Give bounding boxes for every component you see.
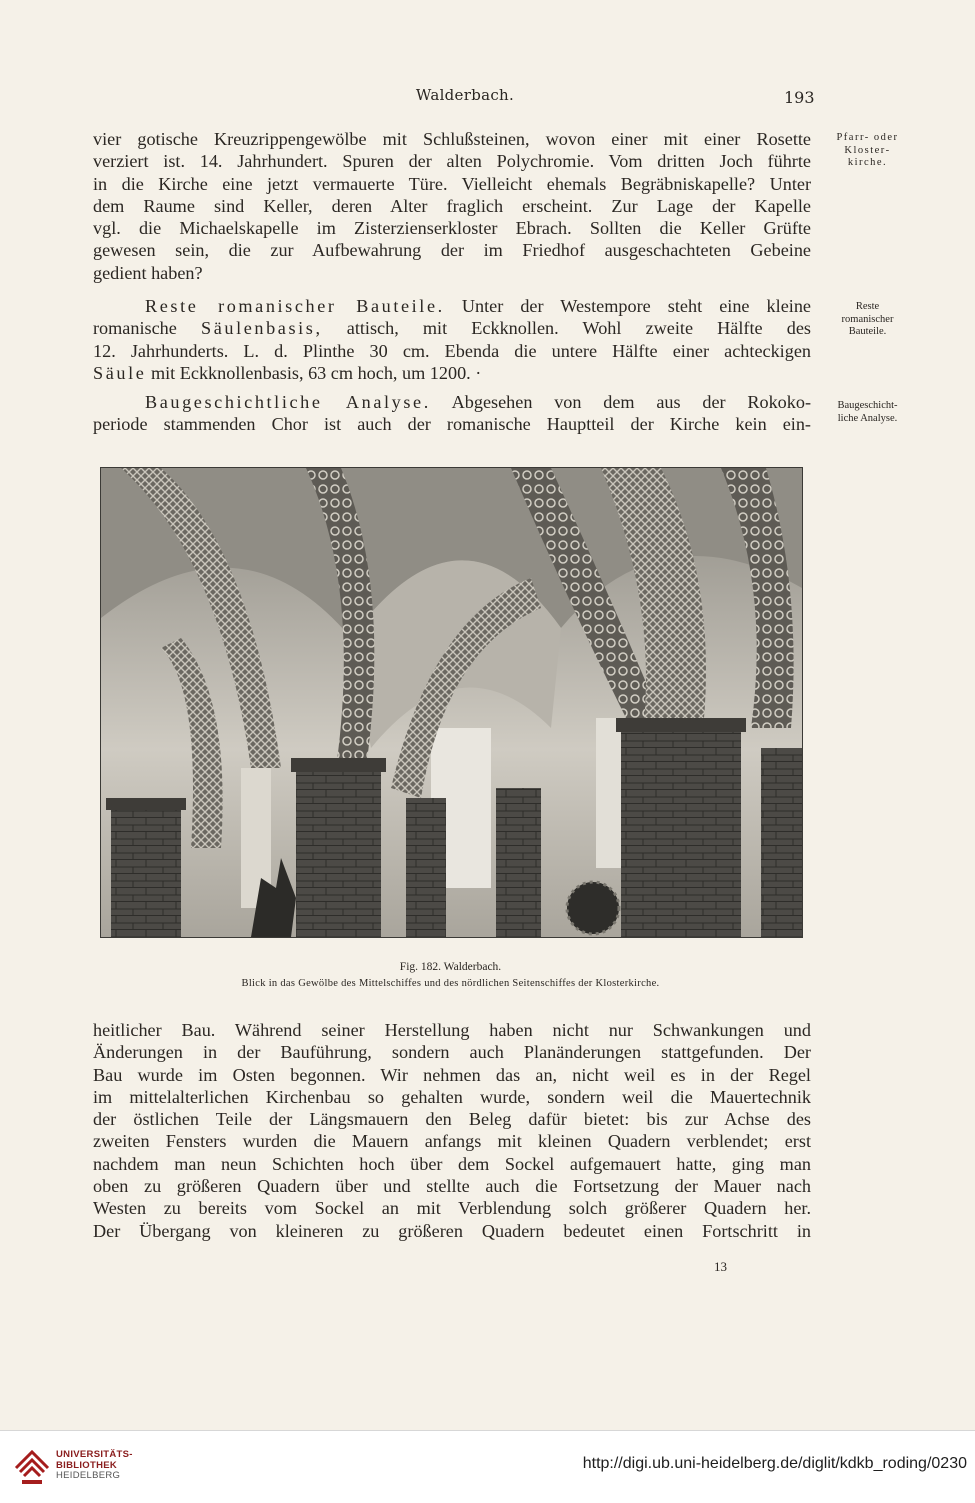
text-line: in die Kirche eine jetzt vermauerte Türe. Vielleicht ehemals Begräbniskapelle? Unter [93, 173, 811, 194]
text-line: Änderungen in der Bauführung, sondern auch Planänderungen stattgefunden. Der [93, 1042, 811, 1063]
paragraph-analyse [93, 391, 811, 436]
library-footer [0, 1430, 975, 1503]
text-line: im mittelalterlichen Kirchenbau so gehalten wurde, sondern weil die Mauertechnik [93, 1086, 811, 1107]
text-line: verziert ist. 14. Jahrhundert. Spuren der alten Polychromie. Vom dritten Joch führte [93, 151, 811, 172]
permalink-url[interactable]: http://digi.ub.uni-heidelberg.de/diglit/kdkb_roding/0230 [582, 1455, 967, 1472]
margin-note-line: Bauteile. [848, 326, 887, 337]
margin-note-line: Baugeschicht- [837, 400, 898, 411]
margin-note-line: liche Analyse. [837, 412, 898, 424]
text-line: Westen zu bereits vom Sockel an mit Verblendung solch größerer Quadern her. [93, 1198, 811, 1219]
figure-vault-photograph [100, 467, 803, 938]
emphasized-term: Säule [93, 362, 147, 383]
running-title: Walderbach. [415, 86, 515, 104]
section-heading: Baugeschichtliche Analyse. [145, 392, 431, 412]
paragraph-bottom [93, 1019, 811, 1242]
text-line [93, 295, 811, 317]
text-fragment: Abgesehen von dem aus der Rokoko- [451, 392, 811, 412]
figure-description: Blick in das Gewölbe des Mittelschiffes und des nördlichen Seitenschiffes der Klosterkirche. [241, 978, 660, 989]
text-line: gewesen sein, die zur Aufbewahrung der im Friedhof ausgeschachteten Gebeine [93, 240, 811, 261]
page-number: 193 [784, 88, 815, 107]
library-name [56, 1450, 133, 1482]
text-line: zweiten Fensters wurden die Mauern anfangs mit kleinen Quadern verblendet; erst [93, 1131, 811, 1152]
margin-note-pfarrkirche [820, 132, 915, 170]
library-name-line: BIBLIOTHEK [56, 1459, 118, 1471]
margin-note-line: Reste [855, 301, 880, 312]
text-line: periode stammenden Chor ist auch der romanische Hauptteil der Kirche kein ein- [93, 414, 811, 435]
text-line: Der Übergang von kleineren zu größeren Quadern bedeutet einen Fortschritt in [93, 1220, 811, 1241]
text-line: dem Raume sind Keller, deren Alter fraglich erscheint. Zur Lage der Kapelle [93, 195, 811, 216]
vault-illustration [101, 468, 802, 937]
figure-label: Fig. 182. Walderbach. [399, 961, 502, 973]
text-fragment: mit Eckknollenbasis, 63 cm hoch, um 1200. · [146, 362, 482, 383]
text-line [93, 317, 811, 339]
text-line: 12. Jahrhunderts. L. d. Plinthe 30 cm. Ebenda die untere Hälfte einer achteckigen [93, 340, 811, 361]
library-name-line: HEIDELBERG [56, 1470, 121, 1481]
text-line: gedient haben? [93, 262, 203, 283]
text-line: oben zu größeren Quadern über und stellte auch die Fortsetzung der Mauer nach [93, 1176, 811, 1197]
margin-note-reste [820, 301, 915, 339]
library-logo-icon [12, 1446, 52, 1490]
text-line: heitlicher Bau. Während seiner Herstellung haben nicht nur Schwankungen und [93, 1020, 811, 1040]
margin-note-line: Kloster- [844, 144, 891, 156]
margin-note-line: romanischer [841, 313, 894, 325]
emphasized-term: Säulenbasis, [200, 318, 323, 339]
text-line: vgl. die Michaelskapelle im Zisterzienserkloster Ebrach. Sollten die Keller Grüfte [93, 218, 811, 239]
paragraph-top [93, 128, 811, 284]
text-line [93, 391, 811, 413]
text-line: nachdem man neun Schichten hoch über dem Sockel aufgemauert hatte, ging man [93, 1153, 811, 1174]
signature-mark: 13 [714, 1259, 727, 1274]
library-name-line: UNIVERSITÄTS- [56, 1449, 133, 1460]
text-fragment: romanische [93, 318, 201, 339]
paragraph-reste [93, 295, 811, 384]
text-line: vier gotische Kreuzrippengewölbe mit Schlußsteinen, wovon einer mit einer Rosette [93, 129, 811, 149]
text-line [93, 362, 811, 384]
margin-note-line: kirche. [847, 157, 888, 168]
margin-note-analyse [820, 400, 915, 425]
margin-note-line: Pfarr- oder [836, 132, 899, 143]
text-line: der östlichen Teile der Längsmauern den Beleg dafür bietet: bis zur Achse des [93, 1109, 811, 1130]
text-fragment: attisch, mit Eckknollen. Wohl zweite Hälfte des [322, 318, 811, 339]
text-line: Bau wurde im Osten begonnen. Wir nehmen das an, nicht weil es in der Regel [93, 1064, 811, 1085]
section-heading: Reste romanischer Bauteile. [145, 296, 445, 316]
figure-caption [150, 961, 751, 989]
text-fragment: Unter der Westempore steht eine kleine [461, 296, 811, 316]
